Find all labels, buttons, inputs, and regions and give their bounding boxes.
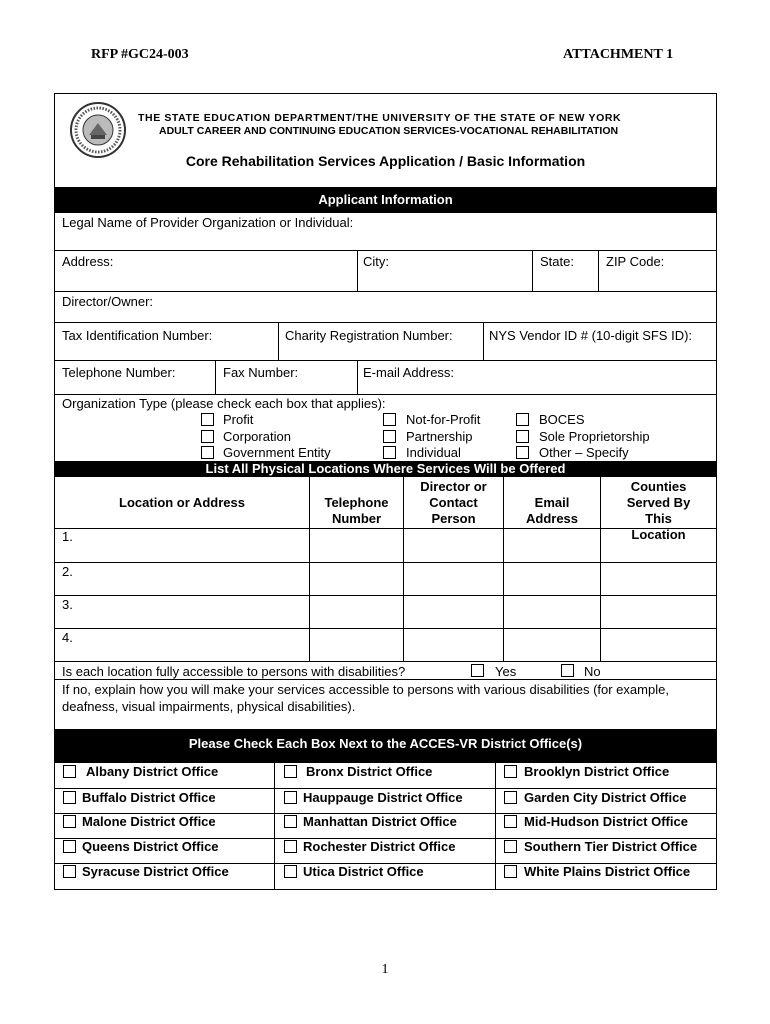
albany-label: Albany District Office [86, 764, 219, 779]
garden-city-checkbox[interactable] [504, 791, 517, 804]
accessible-yes-checkbox[interactable] [471, 664, 484, 677]
page-number: 1 [381, 962, 389, 977]
other-checkbox[interactable] [516, 446, 529, 459]
syracuse-label: Syracuse District Office [82, 864, 229, 879]
location-row-2[interactable]: 2. [62, 564, 73, 579]
brooklyn-checkbox[interactable] [504, 765, 517, 778]
location-row-4[interactable]: 4. [62, 630, 73, 645]
col-telephone: Telephone Number [324, 495, 389, 526]
vendor-id-label: NYS Vendor ID # (10-digit SFS ID): [489, 328, 693, 343]
form-title: Core Rehabilitation Services Application / Basic Information [185, 153, 586, 169]
phone-field[interactable] [55, 361, 215, 394]
individual-checkbox[interactable] [383, 446, 396, 459]
charity-field[interactable] [279, 323, 483, 360]
city-label: City: [363, 254, 389, 269]
address-field[interactable] [55, 251, 357, 291]
individual-label: Individual [406, 445, 461, 460]
rochester-label: Rochester District Office [303, 839, 456, 854]
partnership-label: Partnership [406, 429, 473, 444]
email-label: E-mail Address: [363, 365, 455, 380]
mid-hudson-checkbox[interactable] [504, 815, 517, 828]
col-email: Email Address [526, 495, 579, 526]
phone-label: Telephone Number: [62, 365, 176, 380]
city-field[interactable] [358, 251, 532, 291]
location-row-3[interactable]: 3. [62, 597, 73, 612]
state-seal-icon [69, 101, 127, 159]
not-for-profit-label: Not-for-Profit [406, 412, 481, 427]
manhattan-checkbox[interactable] [284, 815, 297, 828]
southern-tier-label: Southern Tier District Office [524, 839, 698, 854]
accessible-no-checkbox[interactable] [561, 664, 574, 677]
location-row-1[interactable]: 1. [62, 529, 73, 544]
director-field[interactable] [55, 292, 716, 322]
garden-city-label: Garden City District Office [524, 790, 687, 805]
district-heading: Please Check Each Box Next to the ACCES-VR District Office(s) [55, 729, 716, 763]
albany-checkbox[interactable] [63, 765, 76, 778]
sole-proprietorship-label: Sole Proprietorship [539, 429, 650, 444]
zip-field[interactable] [599, 251, 716, 291]
col-contact: Director or Contact Person [420, 479, 487, 526]
col-counties: Counties Served By This Location [626, 479, 691, 542]
boces-checkbox[interactable] [516, 413, 529, 426]
accessible-yes-label: Yes [495, 664, 517, 679]
malone-checkbox[interactable] [63, 815, 76, 828]
accessible-no-label: No [584, 664, 601, 679]
bronx-checkbox[interactable] [284, 765, 297, 778]
corporation-checkbox[interactable] [201, 430, 214, 443]
tax-id-field[interactable] [55, 323, 278, 360]
fax-label: Fax Number: [223, 365, 299, 380]
bronx-label: Bronx District Office [306, 764, 433, 779]
director-label: Director/Owner: [62, 294, 154, 309]
buffalo-label: Buffalo District Office [82, 790, 216, 805]
brooklyn-label: Brooklyn District Office [524, 764, 670, 779]
address-label: Address: [62, 254, 114, 269]
corporation-label: Corporation [223, 429, 291, 444]
email-field[interactable] [358, 361, 716, 394]
state-label: State: [540, 254, 574, 269]
boces-label: BOCES [539, 412, 585, 427]
other-label: Other – Specify [539, 445, 629, 460]
locations-heading: List All Physical Locations Where Services Will be Offered [55, 461, 716, 477]
hauppauge-label: Hauppauge District Office [303, 790, 463, 805]
applicant-info-heading: Applicant Information [55, 187, 716, 213]
legal-name-field[interactable] [55, 214, 716, 250]
agency-line-2: ADULT CAREER AND CONTINUING EDUCATION SERVICES-VOCATIONAL REHABILITATION [159, 125, 619, 137]
government-checkbox[interactable] [201, 446, 214, 459]
white-plains-label: White Plains District Office [524, 864, 691, 879]
hauppauge-checkbox[interactable] [284, 791, 297, 804]
application-form [54, 93, 717, 890]
agency-line-1: THE STATE EDUCATION DEPARTMENT/THE UNIVERSITY OF THE STATE OF NEW YORK [138, 112, 622, 124]
attachment-label: ATTACHMENT 1 [563, 47, 674, 62]
profit-checkbox[interactable] [201, 413, 214, 426]
partnership-checkbox[interactable] [383, 430, 396, 443]
buffalo-checkbox[interactable] [63, 791, 76, 804]
queens-label: Queens District Office [82, 839, 219, 854]
legal-name-label: Legal Name of Provider Organization or Individual: [62, 215, 354, 230]
col-location: Location or Address [119, 495, 245, 510]
sole-proprietorship-checkbox[interactable] [516, 430, 529, 443]
fax-field[interactable] [216, 361, 357, 394]
tax-id-label: Tax Identification Number: [62, 328, 213, 343]
southern-tier-checkbox[interactable] [504, 840, 517, 853]
manhattan-label: Manhattan District Office [303, 814, 457, 829]
org-type-label: Organization Type (please check each box that applies): [62, 396, 386, 411]
accessibility-explain: If no, explain how you will make your services accessible to persons with various disabilities (for example, deafness, visual impairments, physical disabilities). [62, 682, 669, 714]
charity-label: Charity Registration Number: [285, 328, 453, 343]
not-for-profit-checkbox[interactable] [383, 413, 396, 426]
queens-checkbox[interactable] [63, 840, 76, 853]
utica-label: Utica District Office [303, 864, 424, 879]
zip-label: ZIP Code: [606, 254, 665, 269]
mid-hudson-label: Mid-Hudson District Office [524, 814, 688, 829]
utica-checkbox[interactable] [284, 865, 297, 878]
vendor-id-field[interactable] [484, 323, 716, 360]
syracuse-checkbox[interactable] [63, 865, 76, 878]
rochester-checkbox[interactable] [284, 840, 297, 853]
white-plains-checkbox[interactable] [504, 865, 517, 878]
rfp-number: RFP #GC24-003 [91, 47, 189, 62]
state-field[interactable] [533, 251, 598, 291]
profit-label: Profit [223, 412, 254, 427]
malone-label: Malone District Office [82, 814, 216, 829]
government-label: Government Entity [223, 445, 331, 460]
accessibility-question: Is each location fully accessible to persons with disabilities? [62, 664, 406, 679]
